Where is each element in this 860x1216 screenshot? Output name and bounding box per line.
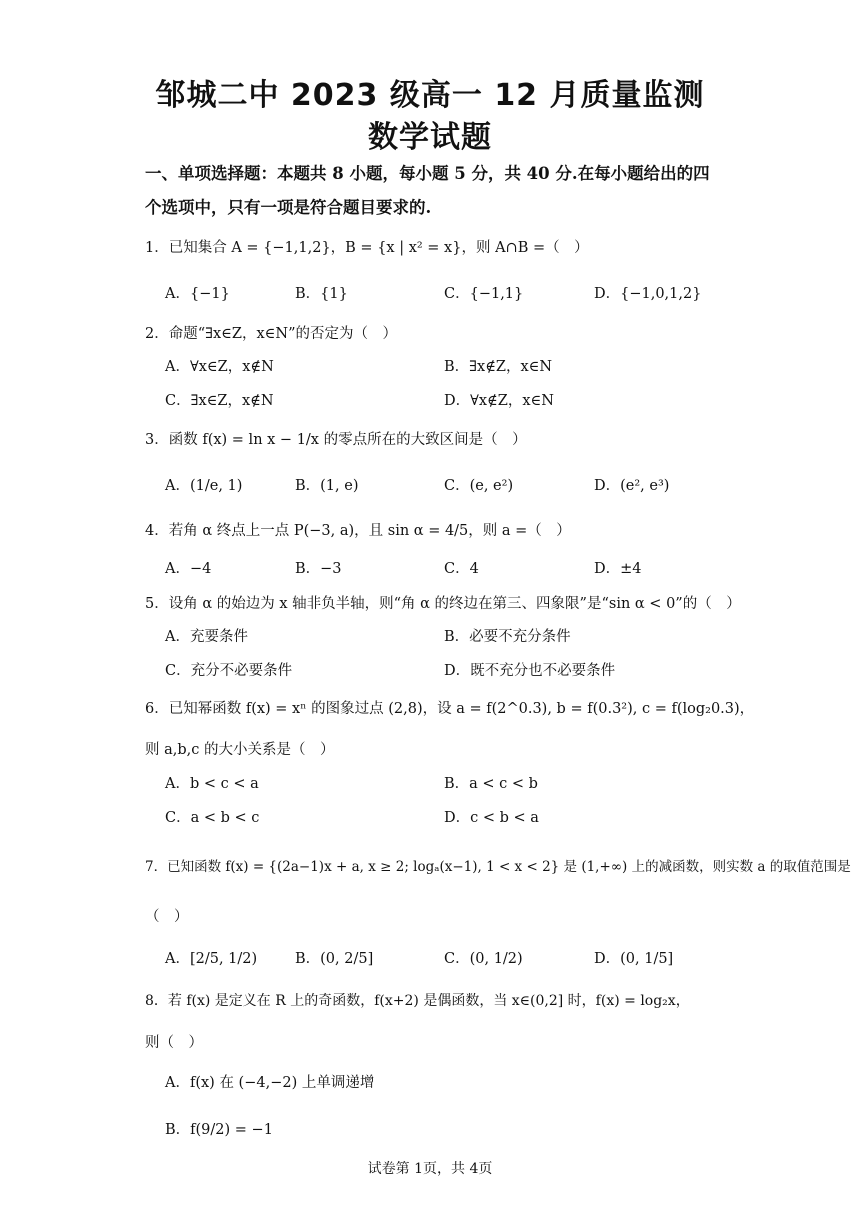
question-3-option-d[interactable]: D．(e², e³) [594, 478, 670, 494]
exam-title: 邹城二中 2023 级高一 12 月质量监测 [155, 78, 705, 113]
page-footer: 试卷第 1页，共 4页 [367, 1161, 493, 1177]
question-2-option-b[interactable]: B．∃x∉Z，x∈N [444, 359, 553, 375]
question-7-option-b[interactable]: B．(0, 2/5] [295, 951, 374, 967]
question-8-stem-line2: 则（ ） [145, 1035, 203, 1051]
question-8-option-b[interactable]: B．f(9/2) = −1 [165, 1122, 273, 1138]
question-8-stem-line1: 8．若 f(x) 是定义在 R 上的奇函数，f(x+2) 是偶函数，当 x∈(0,2] 时，f(x) = log₂x， [145, 993, 690, 1009]
question-2-option-c[interactable]: C．∃x∈Z，x∉N [165, 393, 274, 409]
question-2-option-d[interactable]: D．∀x∉Z，x∈N [444, 393, 554, 409]
question-3-option-b[interactable]: B．(1, e) [295, 478, 359, 494]
question-4-option-a[interactable]: A．−4 [165, 561, 212, 577]
question-3-option-a[interactable]: A．(1/e, 1) [165, 478, 243, 494]
question-1-option-c[interactable]: C．{−1,1} [444, 286, 524, 302]
question-4-stem: 4．若角 α 终点上一点 P(−3, a)，且 sin α = 4/5，则 a =（ ） [145, 523, 571, 539]
question-2-stem: 2．命题“∃x∈Z，x∈N”的否定为（ ） [145, 326, 398, 342]
question-7-stem: 7．已知函数 f(x) = {(2a−1)x + a, x ≥ 2; logₐ(x−1), 1 < x < 2} 是 (1,+∞) 上的减函数，则实数 a 的取值范围是 [145, 859, 851, 875]
question-7-option-c[interactable]: C．(0, 1/2) [444, 951, 523, 967]
question-3-option-c[interactable]: C．(e, e²) [444, 478, 514, 494]
question-5-option-c[interactable]: C．充分不必要条件 [165, 663, 293, 679]
question-7-stem-tail: （ ） [145, 909, 189, 925]
question-2-option-a[interactable]: A．∀x∈Z，x∉N [165, 359, 274, 375]
question-6-stem-line1: 6．已知幂函数 f(x) = xⁿ 的图象过点 (2,8)，设 a = f(2^0.3), b = f(0.3²), c = f(log₂0.3)， [145, 701, 755, 717]
question-5-stem: 5．设角 α 的始边为 x 轴非负半轴，则“角 α 的终边在第三、四象限”是“sin α < 0”的（ ） [145, 596, 741, 612]
question-6-option-b[interactable]: B．a < c < b [444, 776, 538, 792]
question-6-option-a[interactable]: A．b < c < a [165, 776, 259, 792]
question-5-option-b[interactable]: B．必要不充分条件 [444, 629, 571, 645]
section-heading-line2: 个选项中，只有一项是符合题目要求的. [145, 198, 432, 217]
question-5-option-a[interactable]: A．充要条件 [165, 629, 248, 645]
question-5-option-d[interactable]: D．既不充分也不必要条件 [444, 663, 616, 679]
question-1-stem: 1．已知集合 A = {−1,1,2}，B = {x | x² = x}，则 A∩B =（ ） [145, 240, 589, 256]
question-7-option-a[interactable]: A．[2/5, 1/2) [165, 951, 258, 967]
question-8-option-a[interactable]: A．f(x) 在 (−4,−2) 上单调递增 [165, 1075, 375, 1091]
question-7-option-d[interactable]: D．(0, 1/5] [594, 951, 674, 967]
exam-subject-title: 数学试题 [368, 120, 492, 155]
question-6-stem-line2: 则 a,b,c 的大小关系是（ ） [145, 742, 335, 758]
question-4-option-d[interactable]: D．±4 [594, 561, 642, 577]
question-1-option-d[interactable]: D．{−1,0,1,2} [594, 286, 702, 302]
question-1-option-a[interactable]: A．{−1} [165, 286, 230, 302]
question-6-option-c[interactable]: C．a < b < c [165, 810, 260, 826]
question-4-option-c[interactable]: C．4 [444, 561, 479, 577]
question-1-option-b[interactable]: B．{1} [295, 286, 348, 302]
question-4-option-b[interactable]: B．−3 [295, 561, 342, 577]
question-3-stem: 3．函数 f(x) = ln x − 1/x 的零点所在的大致区间是（ ） [145, 432, 527, 448]
question-6-option-d[interactable]: D．c < b < a [444, 810, 539, 826]
section-heading-line1: 一、单项选择题：本题共 8 小题，每小题 5 分，共 40 分.在每小题给出的四 [145, 164, 710, 183]
